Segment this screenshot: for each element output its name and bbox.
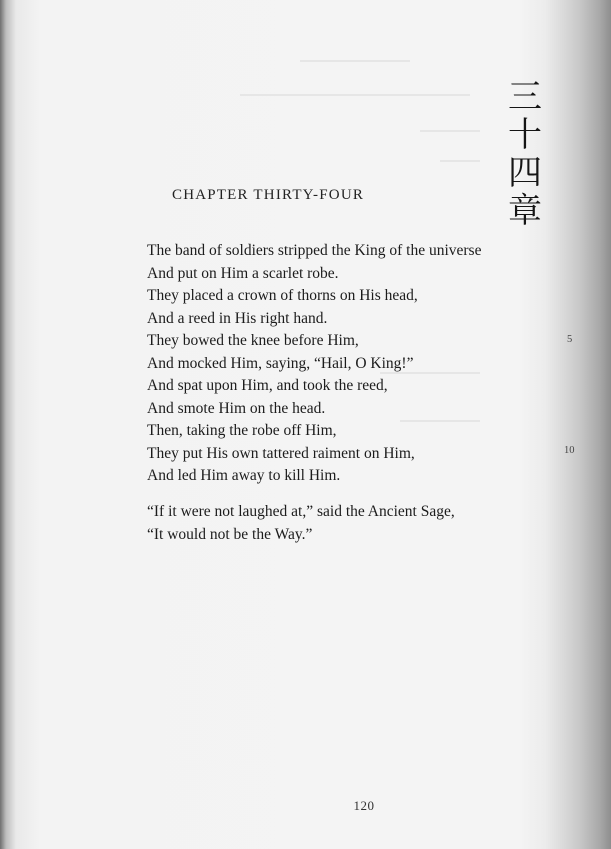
bleed-through-line [240,94,470,96]
poem-line: Then, taking the robe off Him, [147,422,337,439]
poem [147,240,481,488]
poem-line: And a reed in His right hand. [147,309,328,327]
line-number: 5 [567,334,573,345]
poem-line: And led Him away to kill Him. [147,467,341,484]
poem-line: And spat upon Him, and took the reed, [147,377,388,394]
seal-glyph: 章 [508,191,542,231]
closing-line: “It would not be the Way.” [147,526,313,543]
poem-line: They placed a crown of thorns on His head, [147,287,418,304]
seal-glyph: 十 [508,115,542,155]
poem-line: And mocked Him, saying, “Hail, O King!” [147,354,414,372]
bleed-through-line [300,60,410,62]
poem-line: And put on Him a scarlet robe. [147,264,339,282]
page-number: 120 [353,798,375,813]
poem-line: They put His own tattered raiment on Him, [147,444,415,462]
bleed-through-line [440,160,480,162]
bleed-through-line [420,130,480,132]
poem-line: They bowed the knee before Him, [147,332,359,349]
seal-glyph: 四 [508,153,542,193]
line-number: 10 [564,445,575,456]
seal-glyph: 三 [508,77,542,117]
chapter-title: CHAPTER THIRTY-FOUR [172,187,365,203]
closing-quote [147,500,455,546]
chapter-seal [495,78,555,230]
poem-line: The band of soldiers stripped the King of the universe [147,242,482,259]
closing-line: “If it were not laughed at,” said the Ancient Sage, [147,503,455,520]
poem-line: And smote Him on the head. [147,399,326,417]
